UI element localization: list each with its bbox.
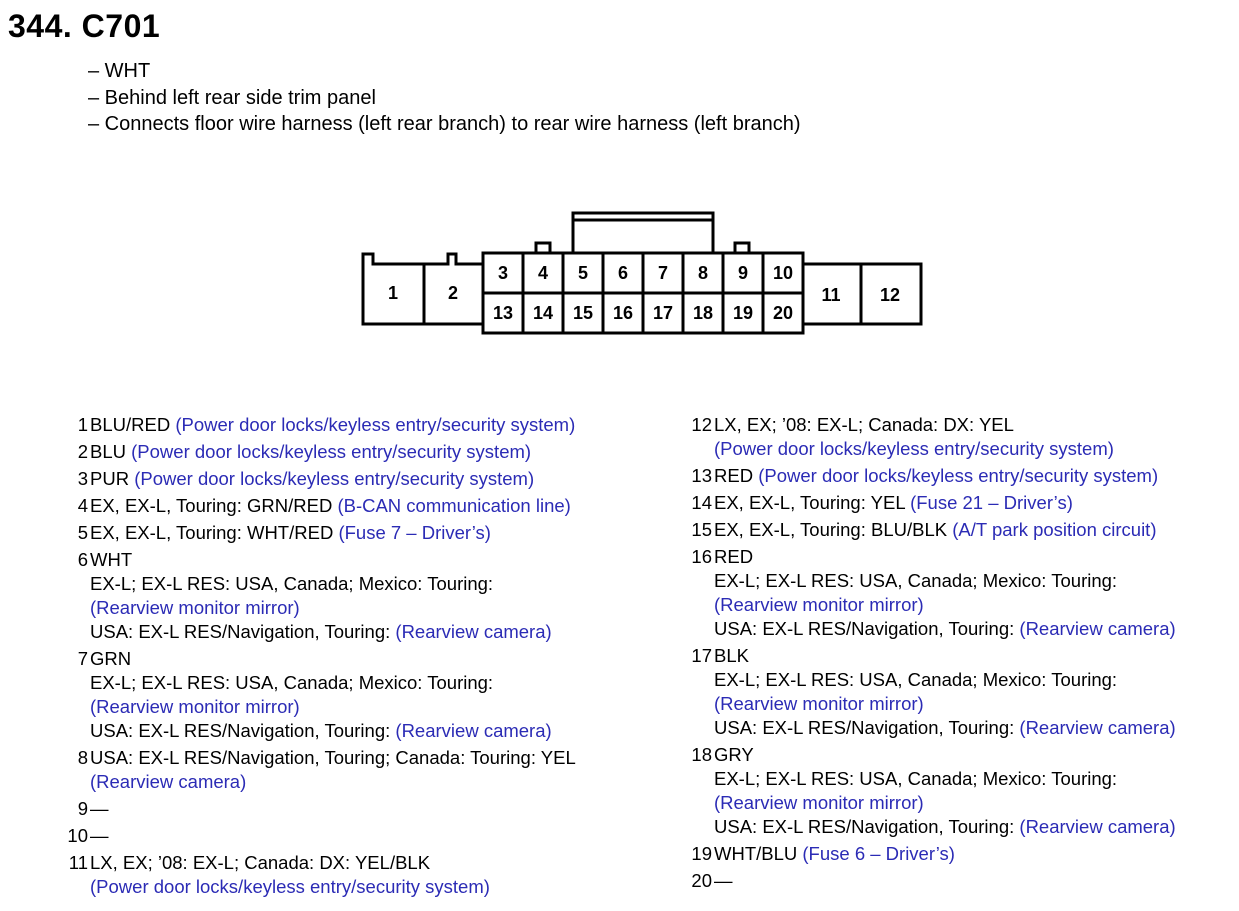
pin-entry (680, 644, 1239, 740)
pin-description-line (90, 797, 109, 821)
pin-description-line (714, 791, 1176, 815)
pin-entry (680, 518, 1239, 542)
circuit-reference: (Rearview camera) (1019, 717, 1176, 738)
pin-label: 12 (879, 285, 901, 305)
pin-label: 7 (657, 263, 669, 283)
pin-description (88, 824, 109, 848)
pin-label: 4 (537, 263, 549, 283)
pin-number: 20 (691, 870, 712, 891)
pin-description-line (90, 647, 552, 671)
pin-label: 1 (387, 283, 399, 303)
pin-number: 5 (77, 522, 88, 543)
pin-description-line (90, 521, 491, 545)
pin-entry (56, 413, 656, 437)
circuit-reference: (A/T park position circuit) (952, 519, 1157, 540)
circuit-reference: (Rearview camera) (395, 720, 552, 741)
circuit-reference: (Power door locks/keyless entry/security system) (90, 876, 490, 897)
pin-entry (56, 797, 656, 821)
pin-number: 7 (77, 648, 88, 669)
wire-info: EX-L; EX-L RES: USA, Canada; Mexico: Touring: (714, 570, 1118, 591)
pin-description-line (714, 743, 1176, 767)
pin-description-line (90, 875, 490, 899)
pin-label: 17 (652, 303, 674, 323)
wire-info: — (90, 798, 109, 819)
circuit-reference: (Rearview camera) (1019, 618, 1176, 639)
pin-entry (56, 851, 656, 899)
pin-description-line (714, 842, 955, 866)
pin-entry (56, 494, 656, 518)
pin-label: 10 (772, 263, 794, 283)
pin-label: 19 (732, 303, 754, 323)
circuit-reference: (Rearview monitor mirror) (90, 696, 300, 717)
pin-description-line (90, 548, 552, 572)
connector-harness-note: – Connects floor wire harness (left rear branch) to rear wire harness (left branch) (88, 113, 801, 135)
pin-entry (680, 545, 1239, 641)
wire-info: PUR (90, 468, 135, 489)
pin-description-line (90, 770, 576, 794)
circuit-reference: (Rearview monitor mirror) (714, 594, 924, 615)
pin-list-left (56, 413, 656, 902)
pin-description-line (90, 440, 531, 464)
pin-label: 14 (532, 303, 554, 323)
pin-description (712, 518, 1156, 542)
wire-info: EX, EX-L, Touring: YEL (714, 492, 911, 513)
pin-entry (680, 842, 1239, 866)
wire-info: USA: EX-L RES/Navigation, Touring: (90, 720, 396, 741)
pin-description-line (90, 851, 490, 875)
pin-entry (680, 491, 1239, 515)
circuit-reference: (Rearview camera) (395, 621, 552, 642)
pin-label: 9 (737, 263, 749, 283)
pin-description (712, 464, 1158, 488)
pin-description-line (90, 572, 552, 596)
pin-entry (56, 548, 656, 644)
pin-description-line (714, 692, 1176, 716)
pin-entry (56, 521, 656, 545)
circuit-reference: (Rearview camera) (1019, 816, 1176, 837)
pin-label: 13 (492, 303, 514, 323)
wire-info: — (90, 825, 109, 846)
connector-outline (0, 0, 1239, 380)
circuit-reference: (Fuse 7 – Driver’s) (338, 522, 491, 543)
pin-description (88, 494, 571, 518)
pin-number: 16 (691, 546, 712, 567)
connector-diagram (0, 0, 1239, 380)
pin-label: 3 (497, 263, 509, 283)
pin-label: 16 (612, 303, 634, 323)
pin-description (712, 491, 1073, 515)
wire-info: USA: EX-L RES/Navigation, Touring; Canada: Touring: YEL (90, 747, 576, 768)
pin-entry (680, 743, 1239, 839)
pin-description-line (714, 869, 733, 893)
pin-description-line (90, 467, 534, 491)
pin-label: 2 (447, 283, 459, 303)
wire-info: EX, EX-L, Touring: BLU/BLK (714, 519, 953, 540)
pin-number: 1 (77, 414, 88, 435)
pin-description-line (714, 593, 1176, 617)
pin-number: 13 (691, 465, 712, 486)
pin-number: 10 (67, 825, 88, 846)
pin-description-line (714, 413, 1114, 437)
circuit-reference: (Power door locks/keyless entry/security system) (714, 438, 1114, 459)
wire-info: BLU/RED (90, 414, 176, 435)
wire-info: EX-L; EX-L RES: USA, Canada; Mexico: Touring: (90, 672, 494, 693)
connector-color-note: – WHT (88, 60, 151, 82)
circuit-reference: (Rearview monitor mirror) (714, 792, 924, 813)
pin-description-line (714, 518, 1156, 542)
pin-description-line (714, 491, 1073, 515)
pin-description-line (90, 695, 552, 719)
pin-description (88, 440, 531, 464)
pin-description (88, 746, 576, 794)
wire-info: EX-L; EX-L RES: USA, Canada; Mexico: Touring: (90, 573, 494, 594)
wire-info: WHT/BLU (714, 843, 803, 864)
wire-info: EX-L; EX-L RES: USA, Canada; Mexico: Touring: (714, 768, 1118, 789)
circuit-reference: (Power door locks/keyless entry/security system) (134, 468, 535, 489)
pin-description-line (714, 815, 1176, 839)
pin-description (712, 413, 1114, 461)
pin-description-line (90, 596, 552, 620)
circuit-reference: (Fuse 6 – Driver’s) (802, 843, 955, 864)
pin-description (88, 797, 109, 821)
pin-label: 20 (772, 303, 794, 323)
wire-info: LX, EX; ’08: EX-L; Canada: DX: YEL/BLK (90, 852, 431, 873)
pin-number: 12 (691, 414, 712, 435)
circuit-reference: (Fuse 21 – Driver’s) (910, 492, 1073, 513)
pin-description-line (90, 824, 109, 848)
pin-label: 15 (572, 303, 594, 323)
wire-info: USA: EX-L RES/Navigation, Touring: (90, 621, 396, 642)
pin-number: 15 (691, 519, 712, 540)
page-title: 344. C701 (8, 8, 161, 44)
pin-number: 6 (77, 549, 88, 570)
pin-description-line (90, 620, 552, 644)
wire-info: USA: EX-L RES/Navigation, Touring: (714, 816, 1020, 837)
pin-number: 19 (691, 843, 712, 864)
pin-description-line (90, 719, 552, 743)
pin-description (88, 521, 491, 545)
pin-description (88, 548, 552, 644)
wire-info: GRY (714, 744, 754, 765)
wire-info: EX-L; EX-L RES: USA, Canada; Mexico: Touring: (714, 669, 1118, 690)
pin-description-line (90, 746, 576, 770)
pin-description-line (714, 767, 1176, 791)
wire-info: — (714, 870, 733, 891)
pin-description-line (714, 545, 1176, 569)
circuit-reference: (B-CAN communication line) (337, 495, 571, 516)
wire-info: EX, EX-L, Touring: WHT/RED (90, 522, 339, 543)
pin-description (88, 467, 534, 491)
pin-description (88, 647, 552, 743)
wire-info: LX, EX; ’08: EX-L; Canada: DX: YEL (714, 414, 1014, 435)
pin-entry (56, 647, 656, 743)
pin-label: 8 (697, 263, 709, 283)
pin-list-right (680, 413, 1239, 896)
pin-number: 2 (77, 441, 88, 462)
pin-label: 5 (577, 263, 589, 283)
circuit-reference: (Rearview camera) (90, 771, 247, 792)
pin-entry (56, 467, 656, 491)
circuit-reference: (Rearview monitor mirror) (714, 693, 924, 714)
pin-description-line (714, 569, 1176, 593)
pin-description (712, 545, 1176, 641)
pin-entry (56, 746, 656, 794)
pin-entry (56, 440, 656, 464)
pin-label: 11 (821, 285, 841, 305)
pin-description-line (714, 644, 1176, 668)
pin-description-line (714, 617, 1176, 641)
pin-description (712, 644, 1176, 740)
pin-description (712, 743, 1176, 839)
connector-location-note: – Behind left rear side trim panel (88, 86, 376, 109)
wire-info: BLK (714, 645, 749, 666)
circuit-reference: (Power door locks/keyless entry/security system) (131, 441, 532, 462)
wire-info: RED (714, 465, 759, 486)
circuit-reference: (Rearview monitor mirror) (90, 597, 300, 618)
pin-number: 3 (77, 468, 88, 489)
pin-description-line (90, 413, 575, 437)
circuit-reference: (Power door locks/keyless entry/security system) (175, 414, 576, 435)
wire-info: WHT (90, 549, 133, 570)
pin-entry (680, 413, 1239, 461)
circuit-reference: (Power door locks/keyless entry/security system) (758, 465, 1159, 486)
pin-entry (680, 464, 1239, 488)
wire-info: RED (714, 546, 754, 567)
pin-description-line (714, 716, 1176, 740)
wire-info: EX, EX-L, Touring: GRN/RED (90, 495, 338, 516)
pin-description-line (714, 464, 1158, 488)
pin-number: 8 (77, 747, 88, 768)
pin-number: 9 (77, 798, 88, 819)
wire-info: USA: EX-L RES/Navigation, Touring: (714, 717, 1020, 738)
wire-info: BLU (90, 441, 132, 462)
wire-info: USA: EX-L RES/Navigation, Touring: (714, 618, 1020, 639)
pin-number: 11 (68, 852, 88, 873)
pin-number: 4 (77, 495, 88, 516)
pin-description (712, 869, 733, 893)
pin-number: 17 (691, 645, 712, 666)
pin-description-line (90, 671, 552, 695)
pin-description-line (90, 494, 571, 518)
pin-entry (56, 824, 656, 848)
wire-info: GRN (90, 648, 132, 669)
pin-description (712, 842, 955, 866)
pin-description (88, 413, 575, 437)
pin-entry (680, 869, 1239, 893)
pin-number: 18 (691, 744, 712, 765)
pin-number: 14 (691, 492, 712, 513)
pin-description (88, 851, 490, 899)
pin-label: 18 (692, 303, 714, 323)
pin-label: 6 (617, 263, 629, 283)
pin-description-line (714, 437, 1114, 461)
pin-description-line (714, 668, 1176, 692)
